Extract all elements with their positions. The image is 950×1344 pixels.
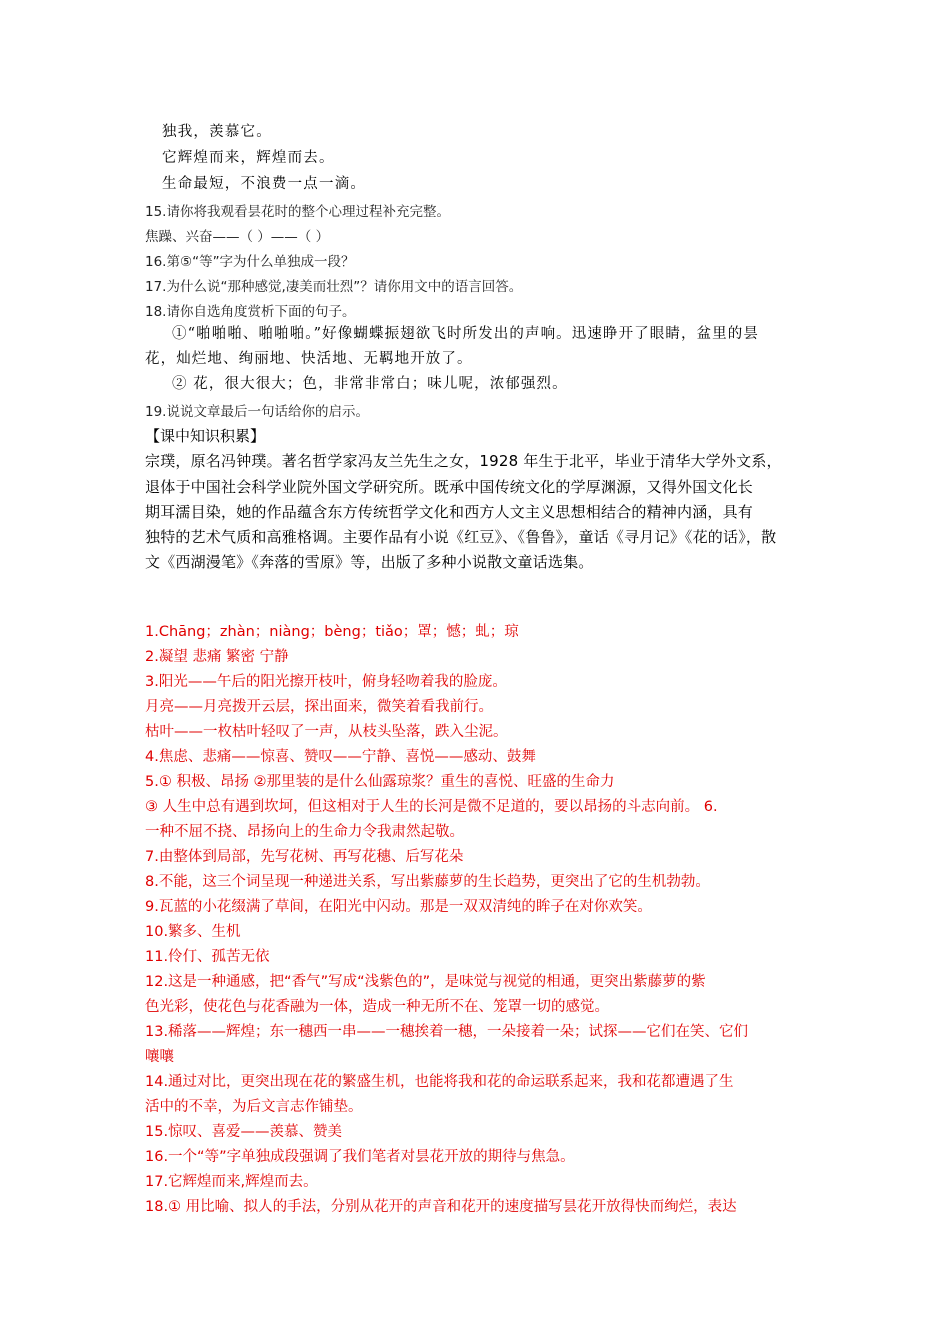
answer-line: 活中的不幸，为后文言志作铺垫。 xyxy=(145,1099,363,1115)
bio-line: 期耳濡目染，她的作品蕴含东方传统哲学文化和西方人文主义思想相结合的精神内涵，具有 xyxy=(145,503,754,521)
answer-line: 17.它辉煌而来,辉煌而去。 xyxy=(145,1174,318,1190)
question-17: 17.为什么说“那种感觉,凄美而壮烈”？请你用文中的语言回答。 xyxy=(145,279,523,295)
bio-line: 文《西湖漫笔》《奔落的雪原》等，出版了多种小说散文童话选集。 xyxy=(145,553,594,571)
answer-line: 3.阳光——午后的阳光擦开枝叶，俯身轻吻着我的脸庞。 xyxy=(145,674,507,690)
poem-line: 独我，羡慕它。 xyxy=(162,124,272,140)
answer-line: 7.由整体到局部，先写花树、再写花穗、后写花朵 xyxy=(145,849,464,865)
section-heading: 【课中知识积累】 xyxy=(145,427,266,445)
answer-line: 11.伶仃、孤苦无依 xyxy=(145,949,270,965)
answer-line: 嚷嚷 xyxy=(145,1049,174,1065)
answer-line: 月亮——月亮拨开云层，探出面来，微笑着看我前行。 xyxy=(145,699,493,715)
poem-line: 它辉煌而来，辉煌而去。 xyxy=(162,150,335,166)
answer-line: 12.这是一种通感，把“香气”写成“浅紫色的”，是味觉与视觉的相通，更突出紫藤萝的紫 xyxy=(145,974,706,990)
bio-line: 宗璞，原名冯钟璞。著名哲学家冯友兰先生之女，1928 年生于北平，毕业于清华大学外文系， xyxy=(145,452,782,470)
answer-line: 枯叶——一枚枯叶轻叹了一声，从枝头坠落，跌入尘泥。 xyxy=(145,724,508,740)
poem-line: 生命最短，不浪费一点一滴。 xyxy=(162,176,367,192)
answer-line: 10.繁多、生机 xyxy=(145,924,241,940)
answer-line: 13.稀落——辉煌；东一穗西一串——一穗挨着一穗，一朵接着一朵；试探——它们在笑、它们 xyxy=(145,1024,749,1040)
question-18-sentence-2: ② 花，很大很大；色，非常非常白；味儿呢，浓郁强烈。 xyxy=(172,376,568,392)
answer-line: 5.① 积极、昂扬 ②那里装的是什么仙露琼浆？重生的喜悦、旺盛的生命力 xyxy=(145,774,615,790)
question-16: 16.第⑤“等”字为什么单独成一段？ xyxy=(145,254,355,270)
answer-line: 色光彩，使花色与花香融为一体，造成一种无所不在、笼罩一切的感觉。 xyxy=(145,999,609,1015)
question-15: 15.请你将我观看昙花时的整个心理过程补充完整。 xyxy=(145,204,450,220)
answer-line: 9.瓦蓝的小花缀满了草间，在阳光中闪动。那是一双双清纯的眸子在对你欢笑。 xyxy=(145,899,652,915)
answer-line: 4.焦虑、悲痛——惊喜、赞叹——宁静、喜悦——感动、鼓舞 xyxy=(145,749,536,765)
question-18: 18.请你自选角度赏析下面的句子。 xyxy=(145,304,356,320)
question-15-blanks: 焦躁、兴奋——（ ）——（ ） xyxy=(145,229,330,245)
question-19: 19.说说文章最后一句话给你的启示。 xyxy=(145,404,369,420)
answer-line: 8.不能，这三个词呈现一种递进关系，写出紫藤萝的生长趋势，更突出了它的生机勃勃。 xyxy=(145,874,710,890)
bio-line: 退体于中国社会科学业院外国文学研究所。既承中国传统文化的学厚渊源，又得外国文化长 xyxy=(145,478,754,496)
answer-line: ③ 人生中总有遇到坎坷，但这相对于人生的长河是微不足道的，要以昂扬的斗志向前。 6. xyxy=(145,799,718,815)
question-18-sentence-1-cont: 花，灿烂地、绚丽地、快活地、无羁地开放了。 xyxy=(145,351,473,367)
answer-line: 15.惊叹、喜爱——羡慕、赞美 xyxy=(145,1124,343,1140)
answer-line: 1.Chāng；zhàn；niàng；bèng；tiǎo；罩；憾；虬；琼 xyxy=(145,624,519,640)
answer-line: 2.凝望 悲痛 繁密 宁静 xyxy=(145,649,289,665)
answer-line: 14.通过对比，更突出现在花的繁盛生机，也能将我和花的命运联系起来，我和花都遭遇了生 xyxy=(145,1074,734,1090)
answer-line: 18.① 用比喻、拟人的手法，分别从花开的声音和花开的速度描写昙花开放得快而绚烂，表达 xyxy=(145,1199,737,1215)
bio-line: 独特的艺术气质和高雅格调。主要作品有小说《红豆》、《鲁鲁》，童话《寻月记》《花的话》，散 xyxy=(145,528,777,546)
answer-line: 一种不屈不挠、昂扬向上的生命力令我肃然起敬。 xyxy=(145,824,464,840)
answer-line: 16.一个“等”字单独成段强调了我们笔者对昙花开放的期待与焦急。 xyxy=(145,1149,575,1165)
question-18-sentence-1: ①“啪啪啪、啪啪啪。”好像蝴蝶振翅欲飞时所发出的声响。迅速睁开了眼睛，盆里的昙 xyxy=(172,326,759,342)
